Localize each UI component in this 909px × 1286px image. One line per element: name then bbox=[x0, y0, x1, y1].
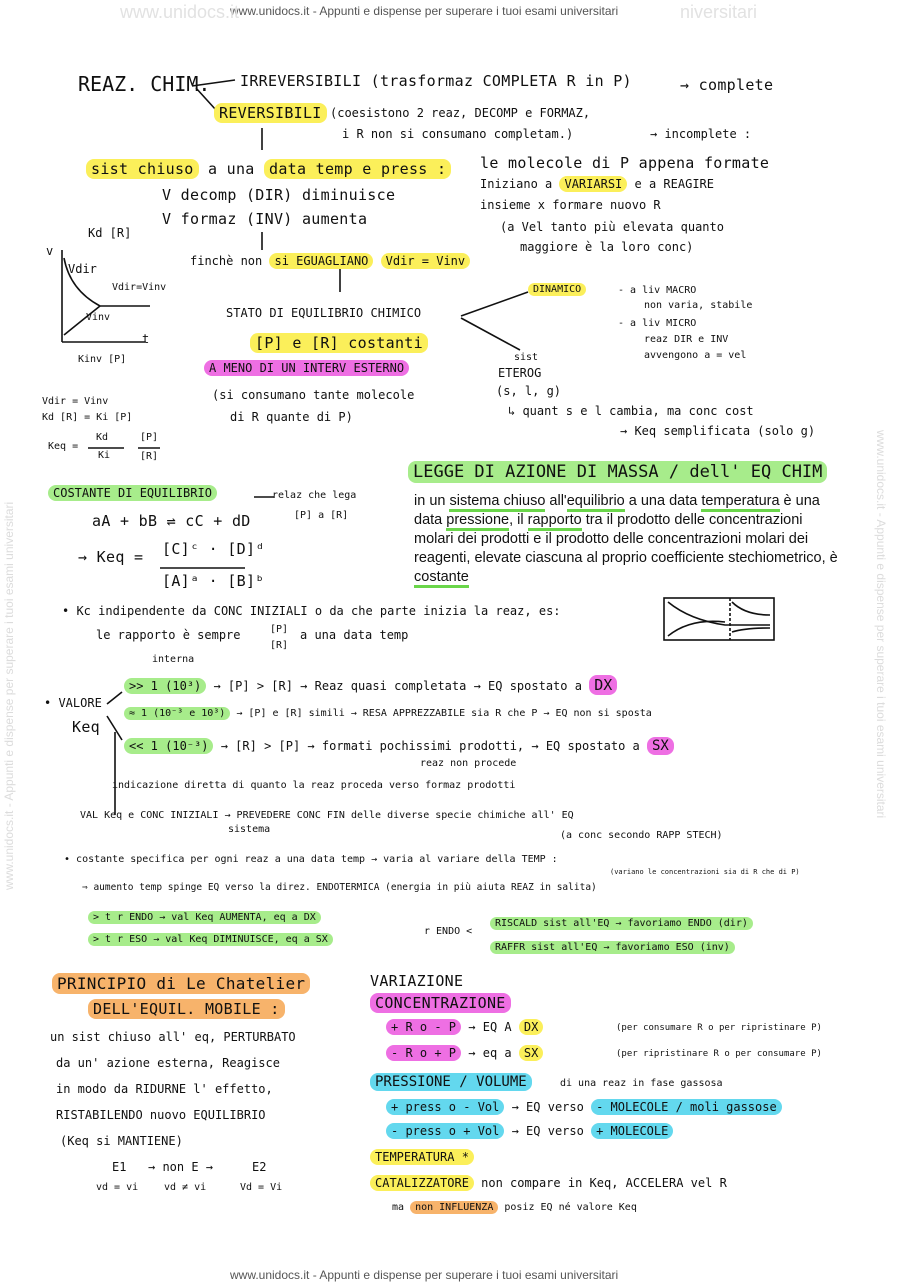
lechatelier-l1: un sist chiuso all' eq, PERTURBATO bbox=[50, 1030, 296, 1044]
sist-chiuso-line: sist chiuso a una data temp e press : bbox=[86, 160, 451, 178]
temperatura-title: TEMPERATURA * bbox=[370, 1150, 474, 1164]
reversibili-label: REVERSIBILI bbox=[214, 104, 327, 122]
kc-frac-den: [R] bbox=[270, 640, 289, 651]
valore-row-3: << 1 (10⁻³) → [R] > [P] → formati pochissimi prodotti, → EQ spostato a SX bbox=[124, 738, 674, 754]
graph-v-label: v bbox=[46, 244, 54, 258]
vd-2: vd ≠ vi bbox=[164, 1182, 207, 1193]
keq-kd: Kd bbox=[96, 432, 109, 443]
watermark-side-right: www.unidocs.it - Appunti e dispense per superare i tuoi esami universitari bbox=[874, 430, 888, 819]
conc-row-2: - R o + P → eq a SX bbox=[386, 1046, 543, 1060]
vdecomp-line: V decomp (DIR) diminuisce bbox=[162, 186, 396, 204]
molecole-line-1: le molecole di P appena formate bbox=[480, 154, 770, 172]
graph-vinv-label: Vinv bbox=[86, 312, 111, 323]
reversibili-note-1: (coesistono 2 reaz, DECOMP e FORMAZ, bbox=[330, 106, 591, 120]
slg-label: (s, l, g) bbox=[496, 384, 562, 398]
reaz-chim-title: REAZ. CHIM. bbox=[78, 72, 211, 96]
eterog-label: ETEROG bbox=[498, 366, 542, 380]
watermark-ghost-left: www.unidocs.it bbox=[120, 2, 240, 22]
relaz-2: [P] a [R] bbox=[294, 510, 349, 521]
val-sistema: sistema bbox=[228, 824, 271, 835]
variazione-title: VARIAZIONE bbox=[370, 972, 464, 990]
molecole-line-2: Iniziano a VARIARSI e a REAGIRE bbox=[480, 177, 714, 191]
valore-row-1: >> 1 (10³) → [P] > [R] → Reaz quasi completata → EQ spostato a DX bbox=[124, 676, 617, 694]
kc-interna: interna bbox=[152, 654, 195, 665]
kc-frac-num: [P] bbox=[270, 624, 289, 635]
costanti-label: [P] e [R] costanti bbox=[250, 334, 428, 352]
lechatelier-l3: in modo da RIDURNE l' effetto, bbox=[56, 1082, 273, 1096]
legge-text: in un sistema chiuso all'equilibrio a una data temperatura è una data pressione, il rapporto tra il prodotto delle concentrazioni molari dei prodotti e il prodotto delle concentrazioni molari dei reagenti, elevate ciascuna al proprio coefficiente stechiometrico, è costante bbox=[414, 492, 844, 587]
micro-1: - a liv MICRO bbox=[618, 318, 697, 329]
keq-r: [R] bbox=[140, 451, 159, 462]
graph-kd-label: Kd [R] bbox=[88, 226, 132, 240]
kd-ki-formula: Kd [R] = Ki [P] bbox=[42, 412, 133, 423]
press-row-1: + press o - Vol → EQ verso - MOLECOLE / moli gassose bbox=[386, 1100, 782, 1114]
raffr-label: RAFFR sist all'EQ → favoriamo ESO (inv) bbox=[490, 942, 735, 953]
legge-title: LEGGE DI AZIONE DI MASSA / dell' EQ CHIM bbox=[408, 462, 827, 482]
watermark-ghost-right: niversitari bbox=[680, 2, 758, 22]
keq-ki: Ki bbox=[98, 450, 111, 461]
val-rapp: (a conc secondo RAPP STECH) bbox=[560, 830, 723, 841]
kc-line-1: • Kc indipendente da CONC INIZIALI o da che parte inizia la reaz, es: bbox=[62, 604, 561, 618]
e1-label: E1 bbox=[112, 1160, 127, 1174]
micro-2: reaz DIR e INV bbox=[644, 334, 729, 345]
micro-3: avvengono a = vel bbox=[644, 350, 747, 361]
pressione-note: di una reaz in fase gassosa bbox=[560, 1078, 723, 1089]
macro-2: non varia, stabile bbox=[644, 300, 753, 311]
valore-label: • VALORE bbox=[44, 696, 102, 710]
lechatelier-l2: da un' azione esterna, Reagisce bbox=[56, 1056, 280, 1070]
graph-vdir-label: Vdir bbox=[68, 262, 97, 276]
keq-arrow: → Keq = bbox=[78, 548, 144, 566]
consumano-2: di R quante di P) bbox=[230, 410, 353, 424]
watermark-side-left: www.unidocs.it - Appunti e dispense per superare i tuoi esami universitari bbox=[2, 501, 16, 890]
nonE-label: → non E → bbox=[148, 1160, 214, 1174]
lechatelier-l4: RISTABILENDO nuovo EQUILIBRIO bbox=[56, 1108, 266, 1122]
kc-line-2b: a una data temp bbox=[300, 628, 409, 642]
graph-ki-label: Kinv [P] bbox=[78, 354, 127, 365]
pressione-title: PRESSIONE / VOLUME bbox=[370, 1074, 532, 1090]
conc-row-1: + R o - P → EQ A DX bbox=[386, 1020, 543, 1034]
relaz-1: relaz che lega bbox=[272, 490, 357, 501]
temp-line-1c: (variano le concentrazioni sia di R che di P) bbox=[610, 868, 800, 876]
temp-line-1: • costante specifica per ogni reaz a una data temp → varia al variare della TEMP : bbox=[64, 854, 558, 865]
vd-3: Vd = Vi bbox=[240, 1182, 283, 1193]
keq-den: [A]ᵃ · [B]ᵇ bbox=[162, 572, 265, 590]
temp-endo: > t r ENDO → val Keq AUMENTA, eq a DX bbox=[88, 912, 321, 923]
r-endo-label: r ENDO < bbox=[424, 926, 473, 937]
reversibili-note-2: i R non si consumano completam.) bbox=[342, 127, 574, 141]
concentrazione-title: CONCENTRAZIONE bbox=[370, 994, 511, 1012]
vd-1: vd = vi bbox=[96, 1182, 139, 1193]
valore-row-3b: reaz non procede bbox=[420, 758, 517, 769]
lechatelier-sub: DELL'EQUIL. MOBILE : bbox=[88, 1000, 285, 1018]
kc-line-2: le rapporto è sempre bbox=[96, 628, 241, 642]
catal-line-2: ma non INFLUENZA posiz EQ né valore Keq bbox=[392, 1202, 637, 1213]
irreversibili-label: IRREVERSIBILI (trasformaz COMPLETA R in P) bbox=[240, 72, 632, 90]
catal-line: CATALIZZATORE non compare in Keq, ACCELERA vel R bbox=[370, 1176, 727, 1190]
dinamico-label: DINAMICO bbox=[528, 284, 586, 295]
valore-keq: Keq bbox=[72, 718, 100, 736]
temp-line-2: ⇒ aumento temp spinge EQ verso la direz. ENDOTERMICA (energia in più aiuta REAZ in salita) bbox=[82, 882, 597, 893]
vformaz-line: V formaz (INV) aumenta bbox=[162, 210, 368, 228]
indicazione-line: indicazione diretta di quanto la reaz proceda verso formaz prodotti bbox=[112, 780, 516, 791]
valore-row-2: ≈ 1 (10⁻³ e 10³) → [P] e [R] simili → RESA APPREZZABILE sia R che P → EQ non si sposta bbox=[124, 708, 652, 719]
temp-eso: > t r ESO → val Keq DIMINUISCE, eq a SX bbox=[88, 934, 333, 945]
complete-label: → complete bbox=[680, 76, 774, 94]
molecole-line-4: (a Vel tanto più elevata quanto bbox=[500, 220, 724, 234]
quant-label: ↳ quant s e l cambia, ma conc cost bbox=[508, 404, 754, 418]
watermark-top: www.unidocs.it - Appunti e dispense per superare i tuoi esami universitari bbox=[230, 4, 619, 18]
macro-1: - a liv MACRO bbox=[618, 285, 697, 296]
keq-sempl-label: → Keq semplificata (solo g) bbox=[620, 424, 816, 438]
vdir-vinv-formula: Vdir = Vinv bbox=[42, 396, 109, 407]
keq-num: [C]ᶜ · [D]ᵈ bbox=[162, 540, 265, 558]
sist-label: sist bbox=[514, 352, 539, 363]
keq-p: [P] bbox=[140, 432, 159, 443]
press-row-2: - press o + Vol → EQ verso + MOLECOLE bbox=[386, 1124, 673, 1138]
conc-row-1-note: (per consumare R o per ripristinare P) bbox=[616, 1023, 822, 1033]
molecole-line-3: insieme x formare nuovo R bbox=[480, 198, 661, 212]
keq-formula-label: Keq = bbox=[48, 441, 79, 452]
finche-line: finchè non si EGUAGLIANO Vdir = Vinv bbox=[190, 254, 470, 268]
watermark-bottom: www.unidocs.it - Appunti e dispense per superare i tuoi esami universitari bbox=[230, 1268, 619, 1282]
lechatelier-title: PRINCIPIO di Le Chatelier bbox=[52, 974, 310, 993]
reazione-formula: aA + bB ⇌ cC + dD bbox=[92, 512, 251, 530]
conc-row-2-note: (per ripristinare R o per consumare P) bbox=[616, 1049, 822, 1059]
stato-equilibrio: STATO DI EQUILIBRIO CHIMICO bbox=[226, 306, 422, 320]
graph-vdir-eq-label: Vdir=Vinv bbox=[112, 282, 167, 293]
lechatelier-l5: (Keq si MANTIENE) bbox=[60, 1134, 183, 1148]
consumano-1: (si consumano tante molecole bbox=[212, 388, 415, 402]
riscald-label: RISCALD sist all'EQ → favoriamo ENDO (dir) bbox=[490, 918, 753, 929]
meno-label: A MENO DI UN INTERV ESTERNO bbox=[204, 361, 409, 375]
e2-label: E2 bbox=[252, 1160, 267, 1174]
costante-title: COSTANTE DI EQUILIBRIO bbox=[48, 486, 217, 500]
graph-t-label: t bbox=[142, 332, 150, 346]
molecole-line-5: maggiore è la loro conc) bbox=[520, 240, 694, 254]
val-keq-line: VAL Keq e CONC INIZIALI → PREVEDERE CONC FIN delle diverse specie chimiche all' EQ bbox=[80, 810, 574, 821]
incomplete-label: → incomplete : bbox=[650, 127, 752, 141]
